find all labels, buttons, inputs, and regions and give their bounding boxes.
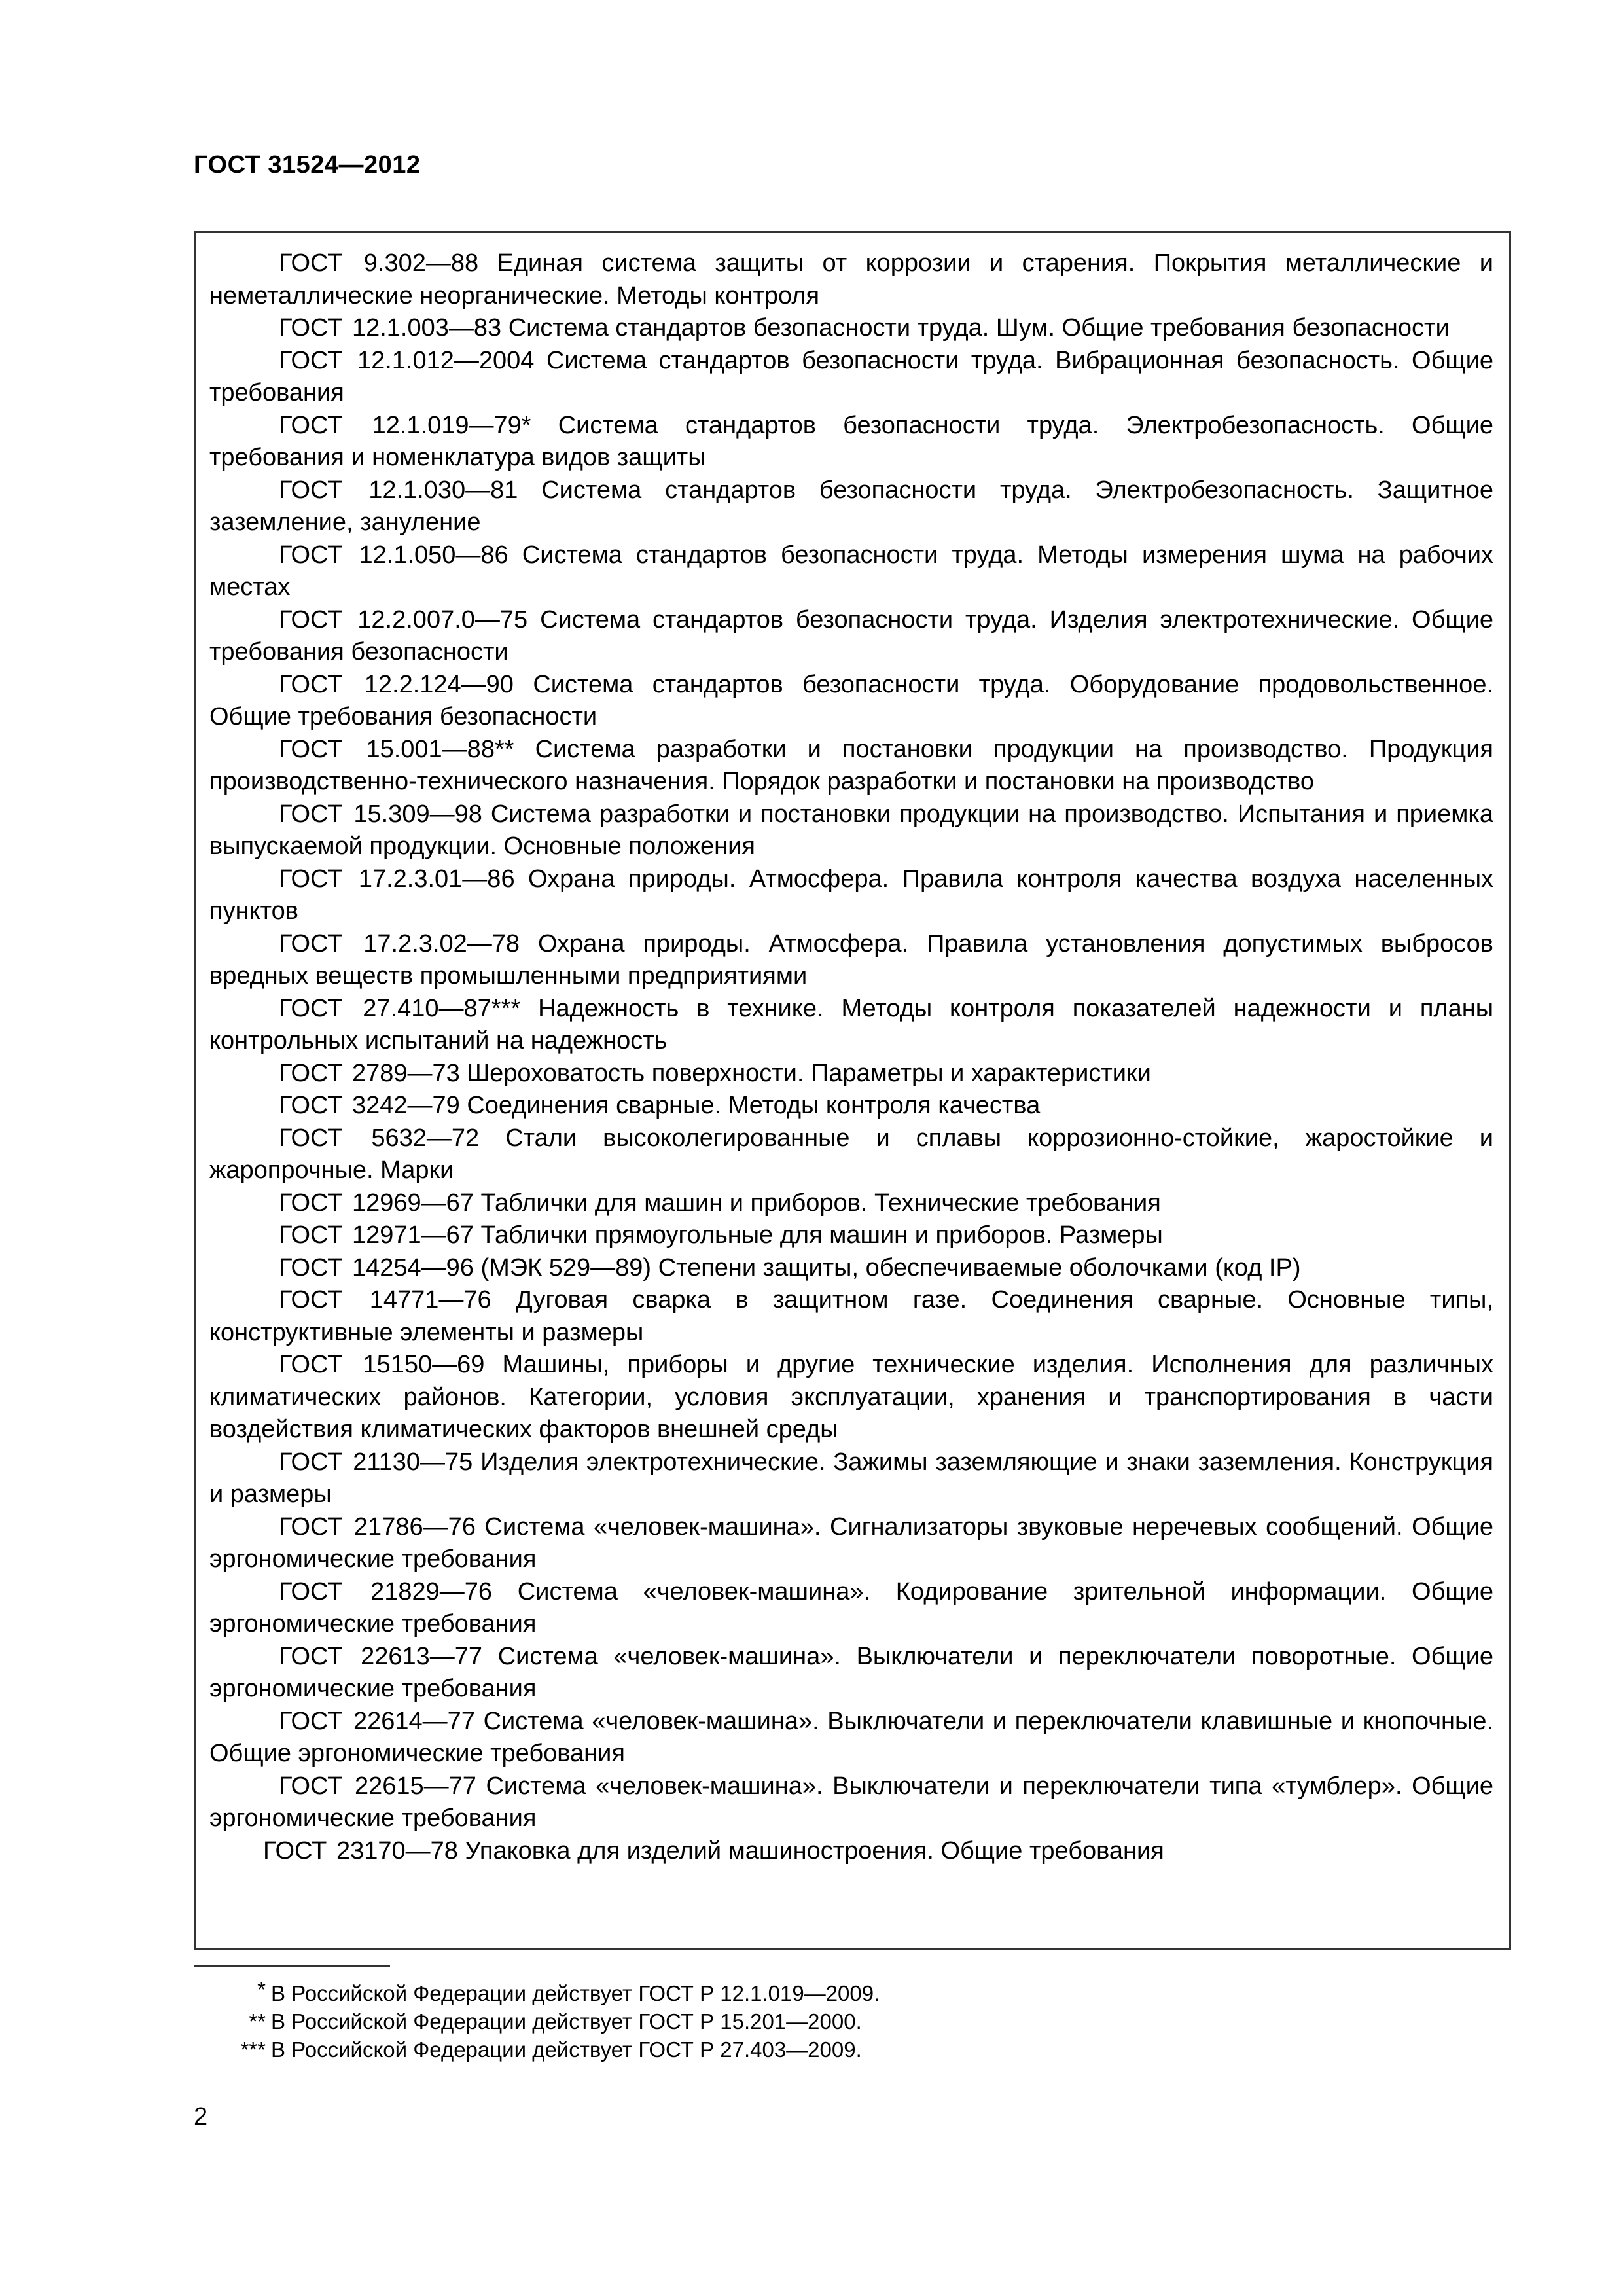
reference-text: Изделия электротехнические. Зажимы заземляющие и знаки заземления. Конструкция и размеры <box>209 1448 1493 1508</box>
reference-text: Система «человек-машина». Выключатели и переключатели типа «тумблер». Общие эргономические требования <box>209 1772 1494 1832</box>
reference-code: ГОСТ 27.410—87*** <box>279 994 521 1022</box>
reference-item <box>209 345 1493 410</box>
reference-code: ГОСТ 12.1.050—86 <box>279 541 508 569</box>
footnote-mark: *** <box>240 2037 266 2062</box>
footnote <box>194 2007 1372 2036</box>
reference-text: Стали высоколегированные и сплавы коррозионно-стойкие, жаростойкие и жаропрочные. Марки <box>209 1124 1494 1184</box>
reference-text: Система «человек-машина». Выключатели и переключатели поворотные. Общие эргономические требования <box>209 1642 1494 1702</box>
footnotes <box>194 1979 1372 2064</box>
reference-item <box>209 1835 1493 1868</box>
reference-code: ГОСТ 21786—76 <box>279 1513 476 1541</box>
footnote <box>194 1979 1372 2007</box>
reference-item <box>209 1511 1493 1576</box>
reference-text: Система «человек-машина». Кодирование зрительной информации. Общие эргономические требования <box>209 1577 1493 1638</box>
reference-item <box>209 475 1493 539</box>
reference-text: Система стандартов безопасности труда. Вибрационная безопасность. Общие требования <box>209 346 1493 406</box>
reference-item <box>209 1349 1493 1446</box>
references-list <box>209 247 1493 1867</box>
page-number: 2 <box>194 2103 208 2130</box>
reference-item <box>209 1219 1493 1252</box>
reference-code: ГОСТ 5632—72 <box>279 1124 480 1152</box>
reference-code: ГОСТ 15150—69 <box>279 1351 485 1378</box>
reference-code: ГОСТ 22615—77 <box>279 1772 476 1800</box>
reference-text: Система стандартов безопасности труда. Оборудование продовольственное. Общие требования безопасности <box>209 670 1494 730</box>
reference-text: Система стандартов безопасности труда. Изделия электротехнические. Общие требования безопасности <box>209 605 1494 666</box>
reference-item <box>209 1187 1493 1220</box>
reference-code: ГОСТ 12.1.019—79* <box>279 411 531 439</box>
reference-code: ГОСТ 17.2.3.01—86 <box>279 865 515 893</box>
reference-text: Надежность в технике. Методы контроля показателей надежности и планы контрольных испытаний на надежность <box>209 994 1494 1054</box>
reference-code: ГОСТ 22613—77 <box>279 1642 483 1670</box>
reference-item <box>209 928 1493 993</box>
reference-item <box>209 1641 1493 1706</box>
reference-text: Машины, приборы и другие технические изделия. Исполнения для различных климатических районов. Категории, условия эксплуатации, хранения и транспортирования в части воздействия климатических факторов внешней среды <box>209 1351 1493 1443</box>
reference-text: Система «человек-машина». Сигнализаторы звуковые неречевых сообщений. Общие эргономические требования <box>209 1513 1494 1573</box>
reference-code: ГОСТ 21829—76 <box>279 1577 493 1605</box>
reference-code: ГОСТ 23170—78 <box>263 1837 458 1865</box>
reference-code: ГОСТ 3242—79 <box>279 1092 460 1119</box>
reference-text: Система «человек-машина». Выключатели и переключатели клавишные и кнопочные. Общие эргономические требования <box>209 1707 1494 1767</box>
reference-text: Система стандартов безопасности труда. Шум. Общие требования безопасности <box>508 314 1450 342</box>
reference-text: Упаковка для изделий машиностроения. Общие требования <box>465 1837 1164 1865</box>
reference-item <box>209 1122 1493 1187</box>
reference-text: Система стандартов безопасности труда. Электробезопасность. Общие требования и номенклатура видов защиты <box>209 411 1493 471</box>
reference-code: ГОСТ 12.1.012—2004 <box>279 346 535 374</box>
reference-item <box>209 1090 1493 1122</box>
reference-text: Система стандартов безопасности труда. Методы измерения шума на рабочих местах <box>209 541 1494 601</box>
footnote <box>194 2036 1372 2064</box>
reference-text: Система стандартов безопасности труда. Электробезопасность. Защитное заземление, зануление <box>209 476 1493 536</box>
reference-text: Дуговая сварка в защитном газе. Соединения сварные. Основные типы, конструктивные элементы и размеры <box>209 1286 1493 1346</box>
reference-item <box>209 1706 1493 1770</box>
reference-text: Таблички для машин и приборов. Технические требования <box>480 1189 1161 1217</box>
document-header: ГОСТ 31524—2012 <box>194 151 421 179</box>
reference-code: ГОСТ 12.2.007.0—75 <box>279 605 528 634</box>
footnote-text: В Российской Федерации действует ГОСТ Р 15.201—2000. <box>271 2009 862 2034</box>
reference-code: ГОСТ 22614—77 <box>279 1707 475 1735</box>
reference-item <box>209 410 1493 475</box>
footnote-mark: ** <box>249 2009 266 2034</box>
reference-code: ГОСТ 2789—73 <box>279 1059 460 1087</box>
reference-item <box>209 1446 1493 1511</box>
reference-code: ГОСТ 12971—67 <box>279 1221 474 1249</box>
reference-item <box>209 798 1493 863</box>
reference-text: Охрана природы. Атмосфера. Правила контроля качества воздуха населенных пунктов <box>209 865 1494 925</box>
reference-item <box>209 312 1493 345</box>
reference-text: Система разработки и постановки продукции на производство. Продукция производственно-технического назначения. Порядок разработки и постановки на производство <box>209 735 1493 795</box>
reference-item <box>209 1284 1493 1349</box>
reference-item <box>209 1576 1493 1641</box>
reference-code: ГОСТ 12.1.030—81 <box>279 476 518 504</box>
reference-item <box>209 669 1493 734</box>
reference-code: ГОСТ 15.001—88** <box>279 735 514 763</box>
reference-code: ГОСТ 12.2.124—90 <box>279 670 514 698</box>
reference-text: Таблички прямоугольные для машин и приборов. Размеры <box>480 1221 1163 1249</box>
reference-code: ГОСТ 15.309—98 <box>279 800 482 828</box>
reference-item <box>209 863 1493 928</box>
reference-item <box>209 1252 1493 1285</box>
footnote-text: В Российской Федерации действует ГОСТ Р 27.403—2009. <box>271 2037 862 2062</box>
reference-text: Соединения сварные. Методы контроля качества <box>467 1092 1041 1119</box>
reference-code: ГОСТ 12969—67 <box>279 1189 474 1217</box>
footnote-separator <box>194 1965 390 1967</box>
reference-item <box>209 1770 1493 1835</box>
reference-code: ГОСТ 17.2.3.02—78 <box>279 929 520 958</box>
reference-text: Охрана природы. Атмосфера. Правила установления допустимых выбросов вредных веществ промышленными предприятиями <box>209 929 1493 990</box>
reference-code: ГОСТ 14254—96 <box>279 1253 474 1282</box>
reference-code: ГОСТ 14771—76 <box>279 1286 491 1314</box>
reference-item <box>209 993 1493 1058</box>
footnote-mark: * <box>257 1977 266 2001</box>
reference-code: ГОСТ 21130—75 <box>279 1448 473 1476</box>
footnote-text: В Российской Федерации действует ГОСТ Р 12.1.019—2009. <box>271 1981 880 2005</box>
reference-text: Единая система защиты от коррозии и старения. Покрытия металлические и неметаллические неорганические. Методы контроля <box>209 249 1494 310</box>
reference-item <box>209 604 1493 669</box>
reference-code: ГОСТ 12.1.003—83 <box>279 314 502 342</box>
reference-item <box>209 247 1493 312</box>
reference-code: ГОСТ 9.302—88 <box>279 249 479 277</box>
reference-item <box>209 734 1493 798</box>
reference-text: (МЭК 529—89) Степени защиты, обеспечиваемые оболочками (код IP) <box>480 1253 1301 1282</box>
reference-item <box>209 539 1493 604</box>
reference-item <box>209 1058 1493 1090</box>
reference-text: Шероховатость поверхности. Параметры и характеристики <box>467 1059 1151 1087</box>
reference-text: Система разработки и постановки продукции на производство. Испытания и приемка выпускаемой продукции. Основные положения <box>209 800 1493 860</box>
